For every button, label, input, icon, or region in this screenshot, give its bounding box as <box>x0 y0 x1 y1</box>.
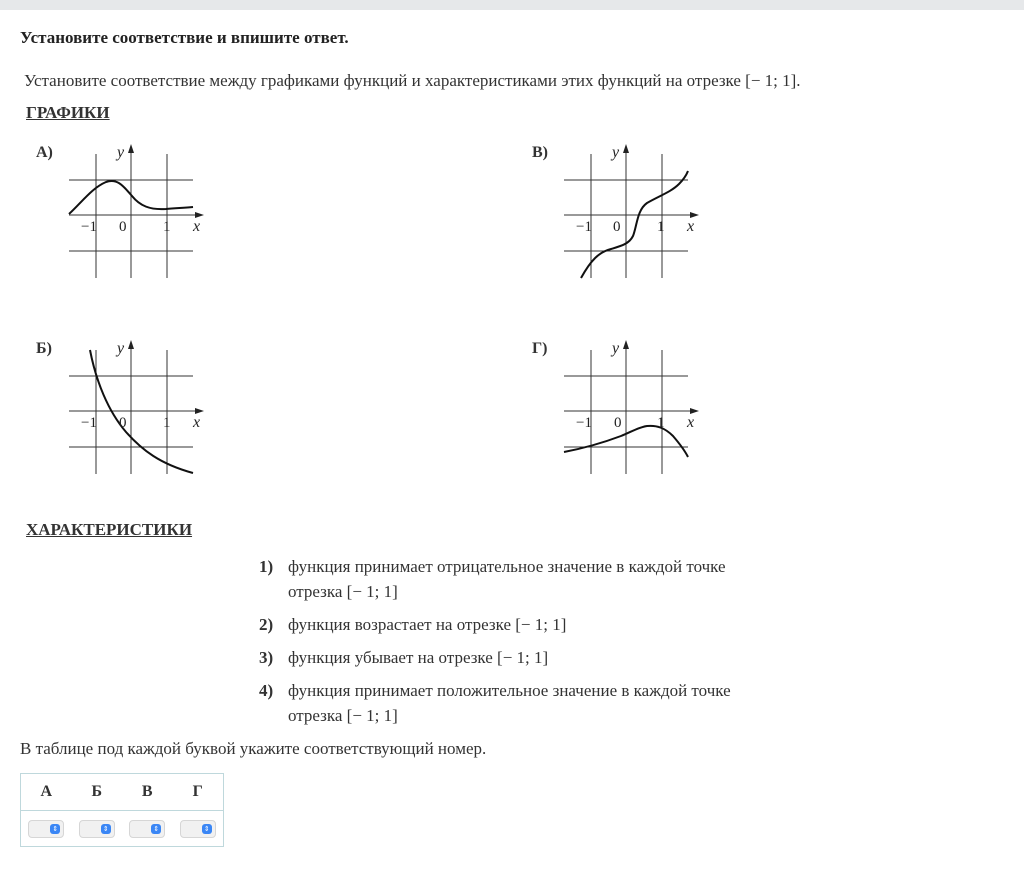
characteristic-line: функция убывает на отрезке [− 1; 1] <box>288 648 549 667</box>
answer-header-g: Г <box>192 783 203 800</box>
question-text: Установите соответствие между графиками функций и характеристиками этих функций на отрезке [− 1; 1]. <box>24 71 801 90</box>
answer-cell-b <box>72 820 123 838</box>
answer-table-row <box>21 811 223 847</box>
characteristics-list <box>259 554 779 736</box>
characteristic-line: отрезка [− 1; 1] <box>288 706 398 725</box>
characteristic-number: 1) <box>259 557 274 576</box>
graph-b-one: 1 <box>163 415 171 431</box>
characteristic-text <box>288 678 779 728</box>
graph-v <box>555 140 705 280</box>
answer-cell-g <box>173 820 224 838</box>
answer-select-a[interactable] <box>28 820 64 838</box>
graph-b <box>60 336 210 476</box>
graph-g-one: 1 <box>657 415 665 431</box>
graph-a-y-label: y <box>117 144 125 161</box>
answer-table <box>20 773 224 847</box>
characteristic-1 <box>259 554 779 604</box>
graph-v-zero: 0 <box>613 219 621 235</box>
answer-cell-v <box>122 820 173 838</box>
graph-b-label: Б) <box>36 340 52 357</box>
updown-chevron-icon: ⇕ <box>151 824 161 834</box>
characteristic-number: 4) <box>259 681 274 700</box>
characteristic-line: функция принимает положительное значение в каждой точке <box>288 681 731 700</box>
characteristic-text <box>288 554 779 604</box>
graph-v-y-label: y <box>612 144 620 161</box>
answer-select-g[interactable] <box>180 820 216 838</box>
characteristic-line: функция принимает отрицательное значение в каждой точке <box>288 557 726 576</box>
answer-header-b: Б <box>91 783 103 800</box>
answer-select-v[interactable] <box>129 820 165 838</box>
characteristic-3 <box>259 645 779 670</box>
graph-b-x-label: x <box>193 414 201 431</box>
updown-chevron-icon: ⇕ <box>101 824 111 834</box>
graph-a-one: 1 <box>163 219 171 235</box>
answer-header-v: В <box>141 783 153 800</box>
characteristic-line: отрезка [− 1; 1] <box>288 582 398 601</box>
answer-select-b[interactable] <box>79 820 115 838</box>
graph-a-zero: 0 <box>119 219 127 235</box>
characteristic-2 <box>259 612 779 637</box>
graph-g-label: Г) <box>532 340 548 357</box>
top-bar <box>0 0 1024 10</box>
graph-b-minus-one: −1 <box>81 415 97 431</box>
answer-cell-a <box>21 820 72 838</box>
graph-a-minus-one: −1 <box>81 219 97 235</box>
graph-v-one: 1 <box>657 219 665 235</box>
graph-g-x-label: x <box>687 414 695 431</box>
characteristic-line: функция возрастает на отрезке [− 1; 1] <box>288 615 567 634</box>
characteristics-heading: ХАРАКТЕРИСТИКИ <box>26 520 193 539</box>
graph-a-label: А) <box>36 144 53 161</box>
graph-b-zero: 0 <box>119 415 127 431</box>
instruction-text: В таблице под каждой буквой укажите соответствующий номер. <box>20 739 487 758</box>
graph-v-label: В) <box>532 144 548 161</box>
graph-g-y-label: y <box>612 340 620 357</box>
task-title: Установите соответствие и впишите ответ. <box>20 28 349 47</box>
graph-a <box>60 140 210 280</box>
updown-chevron-icon: ⇕ <box>50 824 60 834</box>
characteristic-4 <box>259 678 779 728</box>
characteristic-number: 3) <box>259 648 274 667</box>
updown-chevron-icon: ⇕ <box>202 824 212 834</box>
graphs-heading: ГРАФИКИ <box>26 103 110 122</box>
answer-header-a: А <box>40 783 53 800</box>
graph-g-zero: 0 <box>614 415 622 431</box>
graph-g <box>555 336 705 476</box>
graph-b-y-label: y <box>117 340 125 357</box>
characteristic-number: 2) <box>259 615 274 634</box>
graph-a-x-label: x <box>193 218 201 235</box>
graph-v-minus-one: −1 <box>576 219 592 235</box>
graph-g-minus-one: −1 <box>576 415 592 431</box>
graph-v-x-label: x <box>687 218 695 235</box>
answer-table-header <box>21 774 223 811</box>
